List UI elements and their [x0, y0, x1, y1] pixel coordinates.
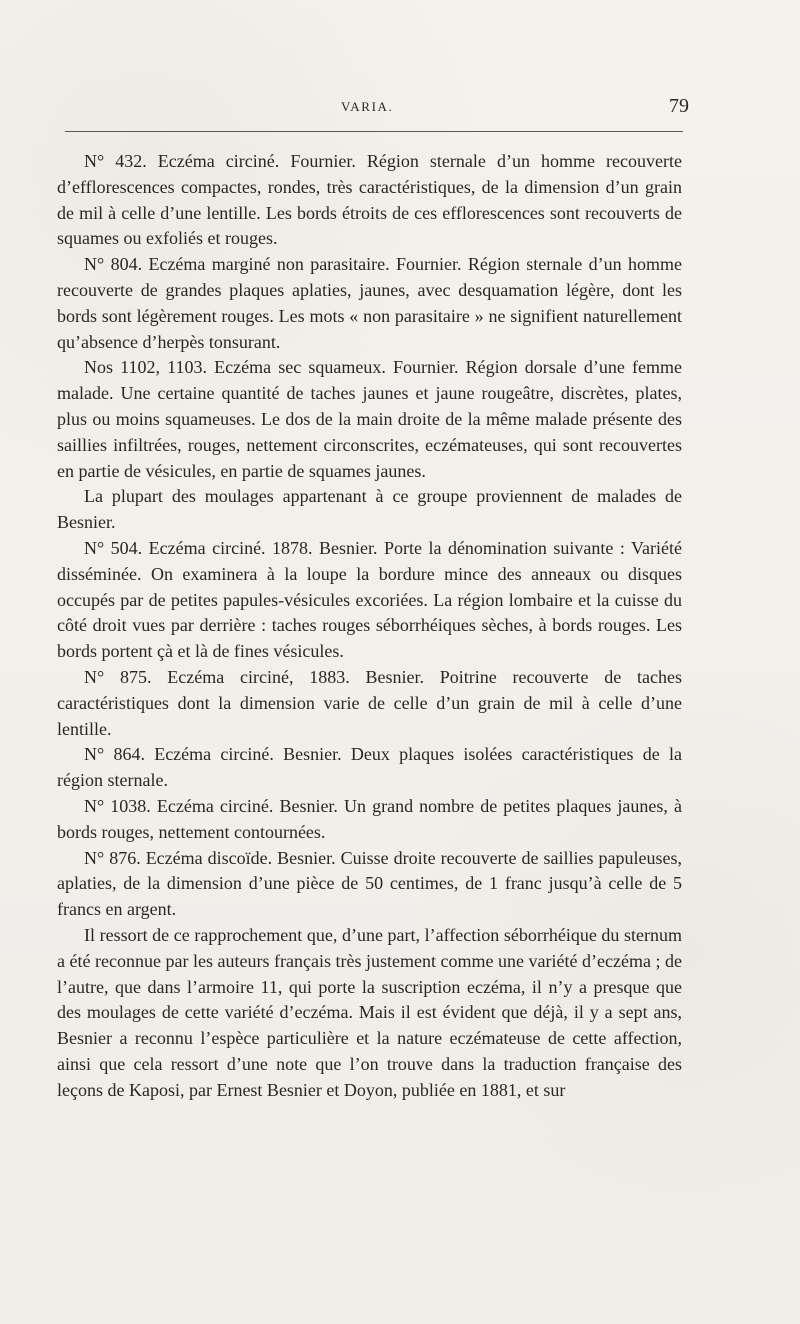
body-text	[57, 149, 682, 1103]
paragraph-1038: N° 1038. Eczéma circiné. Besnier. Un grand nombre de petites plaques jaunes, à bords rouges, nettement contournées.	[57, 795, 682, 842]
paragraph-804: N° 804. Eczéma marginé non parasitaire. Fournier. Région sternale d’un homme recouverte de grandes plaques aplaties, jaunes, avec desquamation légère, dont les bords sont légèrement rouges. Les mots « non parasitaire » ne signifient naturellement qu’absence d’herpès tonsurant.	[57, 254, 682, 352]
running-head: VARIA.	[341, 99, 394, 114]
paragraph-875: N° 875. Eczéma circiné, 1883. Besnier. Poitrine recouverte de taches caractéristiques dont la dimension varie de celle d’un grain de mil à celle d’une lentille.	[57, 666, 682, 739]
page-number: 79	[669, 95, 689, 117]
paragraph-876: N° 876. Eczéma discoïde. Besnier. Cuisse droite recouverte de saillies papuleuses, aplaties, de la dimension d’une pièce de 50 centimes, de 1 franc jusqu’à celle de 5 francs en argent.	[57, 847, 682, 920]
paragraph-1102-1103: Nos 1102, 1103. Eczéma sec squameux. Fournier. Région dorsale d’une femme malade. Une certaine quantité de taches jaunes et jaune rougeâtre, discrètes, plates, plus ou moins squameuses. Le dos de la main droite de la même malade présente des saillies infiltrées, rouges, nettement circonscrites, eczémateuses, qui sont recouvertes en partie de vésicules, en partie de squames jaunes.	[57, 357, 682, 481]
header-rule	[65, 131, 683, 132]
paragraph-504: N° 504. Eczéma circiné. 1878. Besnier. Porte la dénomination suivante : Variété disséminée. On examinera à la loupe la bordure mince des anneaux ou disques occupés par de petites papules-vésicules excoriées. La région lombaire et la cuisse du côté droit vues par derrière : taches rouges séborrhéiques sèches, à bords rouges. Les bords portent çà et là de fines vésicules.	[57, 537, 682, 662]
paragraph-432: N° 432. Eczéma circiné. Fournier. Région sternale d’un homme recouverte d’efflorescences compactes, rondes, très caractéristiques, de la dimension d’un grain de mil à celle d’une lentille. Les bords étroits de ces efflorescences sont recouverts de squames ou exfoliés et rouges.	[57, 151, 682, 249]
paragraph-conclusion: Il ressort de ce rapprochement que, d’une part, l’affection séborrhéique du sternum a été reconnue par les auteurs français très justement comme une variété d’eczéma ; de l’autre, que dans l’armoire 11, qui porte la suscription eczéma, il n’y a presque que des moulages de cette variété d’eczéma. Mais il est évident que déjà, il y a sept ans, Besnier a reconnu l’espèce particulière et la nature eczémateuse de cette affection, ainsi que cela ressort d’une note que l’on trouve dans la traduction française des leçons de Kaposi, par Ernest Besnier et Doyon, publiée en 1881, et sur	[57, 924, 682, 1100]
paragraph-besnier-group: La plupart des moulages appartenant à ce groupe proviennent de malades de Besnier.	[57, 486, 682, 533]
paragraph-864: N° 864. Eczéma circiné. Besnier. Deux plaques isolées caractéristiques de la région sternale.	[57, 744, 682, 791]
